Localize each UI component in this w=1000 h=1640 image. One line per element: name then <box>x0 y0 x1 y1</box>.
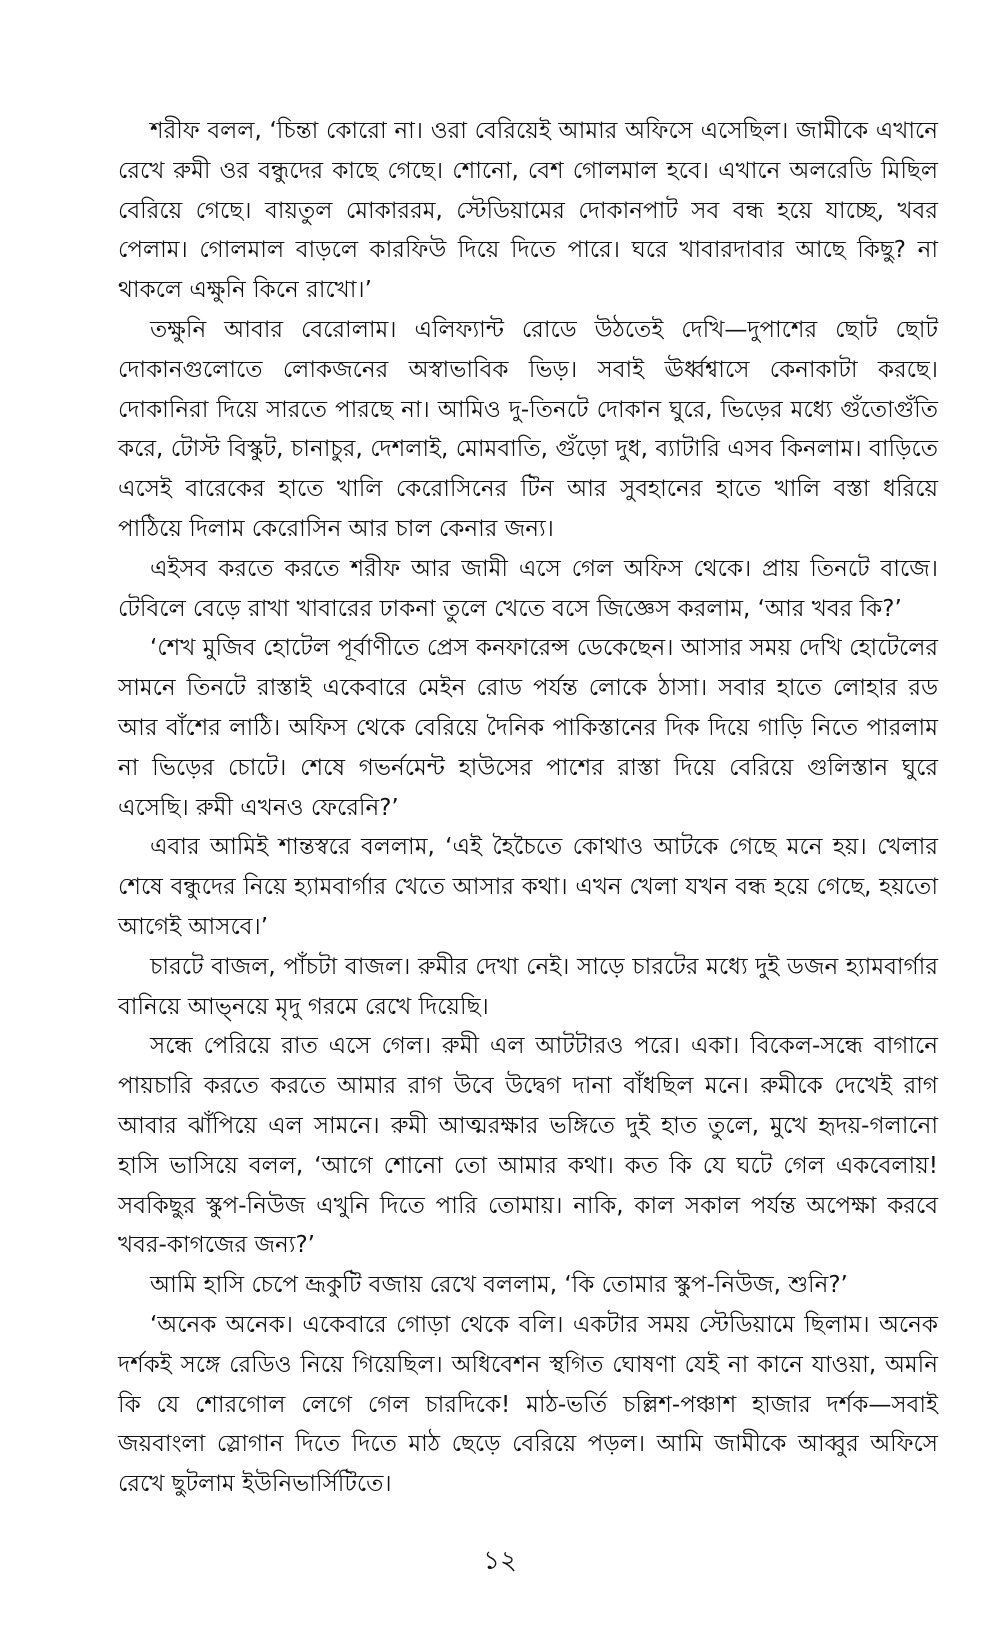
paragraph-7: সন্ধে পেরিয়ে রাত এসে গেল। রুমী এল আটটারও পরে। একা। বিকেল-সন্ধে বাগানে পায়চারি করতে করতে আমার রাগ উবে উদ্বেগ দানা বাঁধছিল মনে। রুমীকে দেখেই রাগ আবার ঝাঁপিয়ে এল সামনে। রুমী আত্মরক্ষার ভঙ্গিতে দুই হাত তুলে, মুখে হৃদয়-গলানো হাসি ভাসিয়ে বলল, ‘আগে শোনো তো আমার কথা। কত কি যে ঘটে গেল একবেলায়! সবকিছুর স্কুপ-নিউজ এখুনি দিতে পারি তোমায়। নাকি, কাল সকাল পর্যন্ত অপেক্ষা করবে খবর-কাগজের জন্য?’ <box>118 1033 938 1259</box>
paragraph-5: এবার আমিই শান্তস্বরে বললাম, ‘এই হৈচৈতে কোথাও আটকে গেছে মনে হয়। খেলার শেষে বন্ধুদের নিয়ে হ্যামবার্গার খেতে আসার কথা। এখন খেলা যখন বন্ধ হয়ে গেছে, হয়তো আগেই আসবে।’ <box>118 834 938 940</box>
body-text <box>118 112 938 1505</box>
paragraph-4: ‘শেখ মুজিব হোটেল পূর্বাণীতে প্রেস কনফারেন্স ডেকেছেন। আসার সময় দেখি হোটেলের সামনে তিনটে রাস্তাই একেবারে মেইন রোড পর্যন্ত লোকে ঠাসা। সবার হাতে লোহার রড আর বাঁশের লাঠি। অফিস থেকে বেরিয়ে দৈনিক পাকিস্তানের দিক দিয়ে গাড়ি নিতে পারলাম না ভিড়ের চোটে। শেষে গভর্নমেন্ট হাউসের পাশের রাস্তা দিয়ে বেরিয়ে গুলিস্তান ঘুরে এসেছি। রুমী এখনও ফেরেনি?’ <box>118 635 938 821</box>
paragraph-3: এইসব করতে করতে শরীফ আর জামী এসে গেল অফিস থেকে। প্রায় তিনটে বাজে। টেবিলে বেড়ে রাখা খাবারের ঢাকনা তুলে খেতে বসে জিজ্ঞেস করলাম, ‘আর খবর কি?’ <box>118 555 938 622</box>
paragraph-9: ‘অনেক অনেক। একেবারে গোড়া থেকে বলি। একটার সময় স্টেডিয়ামে ছিলাম। অনেক দর্শকই সঙ্গে রেডিও নিয়ে গিয়েছিল। অধিবেশন স্থগিত ঘোষণা যেই না কানে যাওয়া, অমনি কি যে শোরগোল লেগে গেল চারদিকে! মাঠ-ভর্তি চল্লিশ-পঞ্চাশ হাজার দর্শক—সবাই জয়বাংলা স্লোগান দিতে দিতে মাঠ ছেড়ে বেরিয়ে পড়ল। আমি জামীকে আব্বুর অফিসে রেখে ছুটলাম ইউনিভার্সিটিতে। <box>118 1311 938 1498</box>
paragraph-6: চারটে বাজল, পাঁচটা বাজল। রুমীর দেখা নেই। সাড়ে চারটের মধ্যে দুই ডজন হ্যামবার্গার বানিয়ে আভ্নয়ে মৃদু গরমে রেখে দিয়েছি। <box>118 953 938 1020</box>
paragraph-2: তক্ষুনি আবার বেরোলাম। এলিফ্যান্ট রোডে উঠতেই দেখি—দুপাশের ছোট ছোট দোকানগুলোতে লোকজনের অস্বাভাবিক ভিড়। সবাই ঊর্ধ্বশ্বাসে কেনাকাটা করছে। দোকানিরা দিয়ে সারতে পারছে না। আমিও দু-তিনটে দোকান ঘুরে, ভিড়ের মধ্যে গুঁতোগুঁতি করে, টোস্ট বিস্কুট, চানাচুর, দেশলাই, মোমবাতি, গুঁড়ো দুধ, ব্যাটারি এসব কিনলাম। বাড়িতে এসেই বারেকের হাতে খালি কেরোসিনের টিন আর সুবহানের হাতে খালি বস্তা ধরিয়ে পাঠিয়ে দিলাম কেরোসিন আর চাল কেনার জন্য। <box>118 316 938 542</box>
page-number: ১২ <box>483 1546 517 1576</box>
paragraph-1: শরীফ বলল, ‘চিন্তা কোরো না। ওরা বেরিয়েই আমার অফিসে এসেছিল। জামীকে এখানে রেখে রুমী ওর বন্ধুদের কাছে গেছে। শোনো, বেশ গোলমাল হবে। এখানে অলরেডি মিছিল বেরিয়ে গেছে। বায়তুল মোকাররম, স্টেডিয়ামের দোকানপাট সব বন্ধ হয়ে যাচ্ছে, খবর পেলাম। গোলমাল বাড়লে কারফিউ দিয়ে দিতে পারে। ঘরে খাবারদাবার আছে কিছু? না থাকলে এক্ষুনি কিনে রাখো।’ <box>118 118 938 304</box>
paragraph-8: আমি হাসি চেপে ভ্রূকুটি বজায় রেখে বললাম, ‘কি তোমার স্কুপ-নিউজ, শুনি?’ <box>150 1272 848 1299</box>
